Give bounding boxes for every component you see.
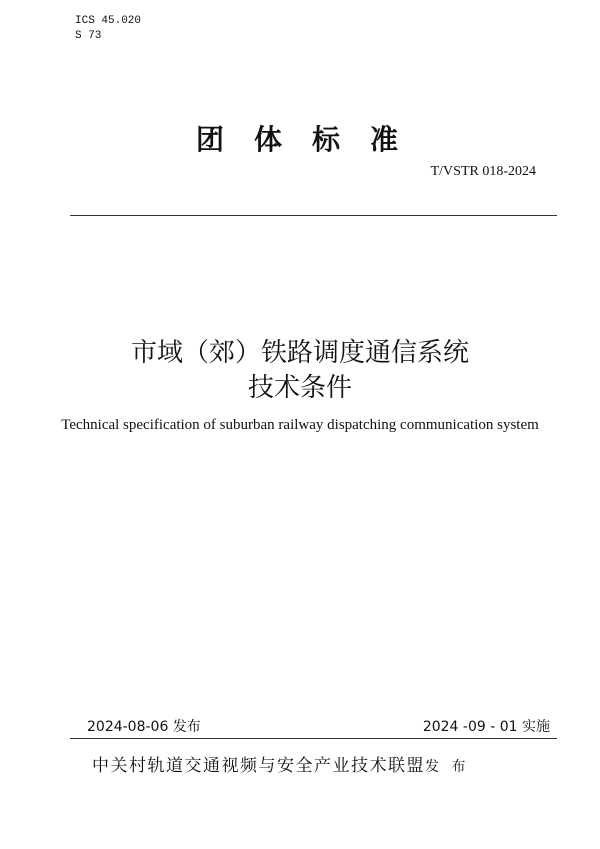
document-title-line-1: 市域（郊）铁路调度通信系统 <box>130 338 469 368</box>
ics-code: ICS 45.020 <box>75 15 142 27</box>
implement-date: 2024 -09 - 01 实施 <box>422 719 550 735</box>
issuer-name: 中关村轨道交通视频与安全产业技术联盟 <box>92 756 425 776</box>
publish-date: 2024-08-06 发布 <box>87 719 201 735</box>
standard-number: T/VSTR 018-2024 <box>430 164 536 179</box>
issuer-suffix: 发 布 <box>425 759 470 775</box>
standard-kind-heading: 团体标准 <box>195 123 428 156</box>
issuer-line <box>92 751 469 776</box>
ccs-code: S 73 <box>75 30 102 42</box>
english-title: Technical specification of suburban railway dispatching communication system <box>61 417 539 433</box>
bottom-divider <box>70 738 557 739</box>
document-title-line-2: 技术条件 <box>247 373 352 403</box>
top-divider <box>70 215 557 216</box>
